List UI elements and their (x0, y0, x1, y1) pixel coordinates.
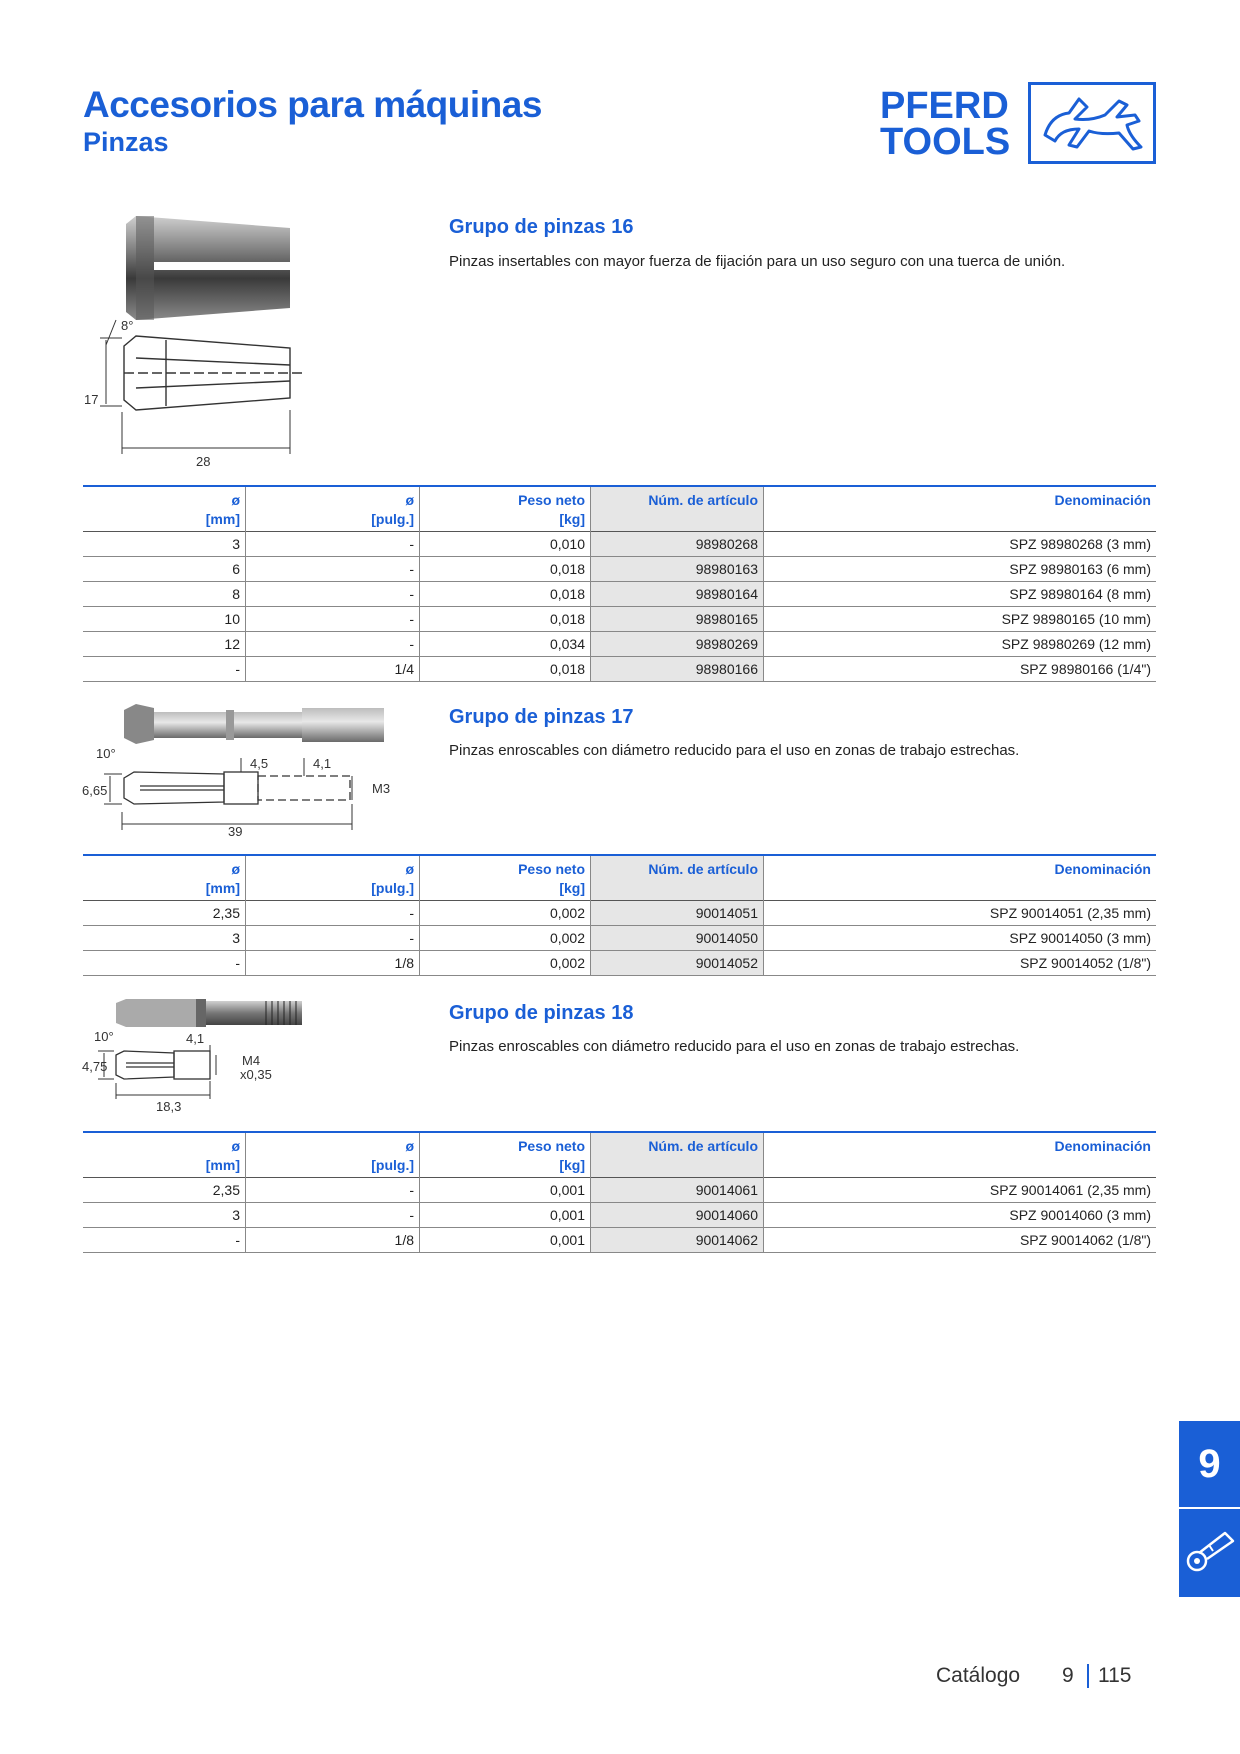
collet-17-drawing (76, 700, 416, 850)
col-inch: ø [pulg.] (246, 486, 420, 532)
group-17-table (83, 854, 1156, 976)
angle-label: 10° (96, 746, 116, 761)
length-label: 18,3 (156, 1099, 182, 1114)
col-inch: ø [pulg.] (246, 855, 420, 901)
table-row: - 1/4 0,018 98980166 SPZ 98980166 (1/4") (83, 657, 1156, 682)
collet-18-section (98, 1045, 216, 1099)
footer-catalog-label: Catálogo (936, 1664, 1021, 1687)
col-mm: ø [mm] (83, 855, 246, 901)
col-article: Núm. de artículo (591, 486, 764, 532)
table-header-row (83, 855, 1156, 901)
group-16-description: Pinzas insertables con mayor fuerza de fijación para un uso seguro con una tuerca de unión. (449, 253, 1066, 270)
table-row: 3 - 0,010 98980268 SPZ 98980268 (3 mm) (83, 532, 1156, 557)
table-row: 2,35 - 0,002 90014051 SPZ 90014051 (2,35 mm) (83, 901, 1156, 926)
footer-chapter-number: 9 (1062, 1664, 1074, 1687)
thread-label: M4 (242, 1053, 261, 1068)
collet-18-photo (116, 999, 302, 1027)
col-weight: Peso neto [kg] (420, 1132, 591, 1178)
group-18-table (83, 1131, 1156, 1253)
group-18-title: Grupo de pinzas 18 (449, 1002, 634, 1024)
logo-line-2: TOOLS (880, 121, 1011, 163)
pferd-logo (880, 82, 1160, 168)
collet-16-section (100, 320, 302, 454)
height-label: 4,75 (82, 1059, 108, 1074)
height-label: 17 (84, 392, 99, 407)
length-label: 28 (196, 454, 211, 469)
collet-17-photo (124, 704, 384, 744)
col-mm: ø [mm] (83, 486, 246, 532)
length-label: 39 (228, 824, 243, 839)
page-subtitle: Pinzas (83, 127, 169, 157)
footer-page-number: 115 (1098, 1664, 1132, 1687)
logo-text (880, 85, 1011, 163)
height-label: 6,65 (82, 783, 108, 798)
group-17-description: Pinzas enroscables con diámetro reducido para el uso en zonas de trabajo estrechas. (449, 742, 1020, 759)
thread-pitch-label: x0,35 (240, 1067, 272, 1082)
logo-line-1: PFERD (880, 85, 1009, 127)
table-row: 3 - 0,002 90014050 SPZ 90014050 (3 mm) (83, 926, 1156, 951)
table-row: - 1/8 0,001 90014062 SPZ 90014062 (1/8") (83, 1228, 1156, 1253)
horse-logo-icon (1028, 82, 1156, 164)
col-name: Denominación (1054, 861, 1151, 877)
table-row: 10 - 0,018 98980165 SPZ 98980165 (10 mm) (83, 607, 1156, 632)
diameter-label: 4,1 (186, 1031, 205, 1046)
collet-16-drawing (76, 210, 316, 470)
table-row: - 1/8 0,002 90014052 SPZ 90014052 (1/8") (83, 951, 1156, 976)
thread-label: M3 (372, 781, 391, 796)
col-weight: Peso neto [kg] (420, 486, 591, 532)
collet-18-drawing (76, 995, 316, 1120)
col-article: Núm. de artículo (591, 855, 764, 901)
footer-separator (1087, 1664, 1089, 1688)
collet-16-photo (126, 216, 290, 320)
table-row: 8 - 0,018 98980164 SPZ 98980164 (8 mm) (83, 582, 1156, 607)
angle-grinder-icon (1179, 1509, 1240, 1597)
col-name: Denominación (1054, 1138, 1151, 1154)
col-inch: ø [pulg.] (246, 1132, 420, 1178)
table-row: 12 - 0,034 98980269 SPZ 98980269 (12 mm) (83, 632, 1156, 657)
table-row: 3 - 0,001 90014060 SPZ 90014060 (3 mm) (83, 1203, 1156, 1228)
diameter-label-1: 4,5 (250, 756, 269, 771)
group-17-title: Grupo de pinzas 17 (449, 706, 634, 728)
col-mm: ø [mm] (83, 1132, 246, 1178)
table-row: 2,35 - 0,001 90014061 SPZ 90014061 (2,35 mm) (83, 1178, 1156, 1203)
col-name: Denominación (1054, 492, 1151, 508)
group-16-title: Grupo de pinzas 16 (449, 216, 634, 238)
col-weight: Peso neto [kg] (420, 855, 591, 901)
angle-label: 10° (94, 1029, 114, 1044)
table-header-row (83, 486, 1156, 532)
group-16-table (83, 485, 1156, 682)
page-title: Accesorios para máquinas (83, 84, 542, 125)
table-row: 6 - 0,018 98980163 SPZ 98980163 (6 mm) (83, 557, 1156, 582)
angle-label: 8° (121, 318, 134, 333)
col-article: Núm. de artículo (591, 1132, 764, 1178)
chapter-tab[interactable]: 9 (1179, 1421, 1240, 1507)
group-18-description: Pinzas enroscables con diámetro reducido para el uso en zonas de trabajo estrechas. (449, 1038, 1020, 1055)
diameter-label-2: 4,1 (313, 756, 332, 771)
table-header-row (83, 1132, 1156, 1178)
